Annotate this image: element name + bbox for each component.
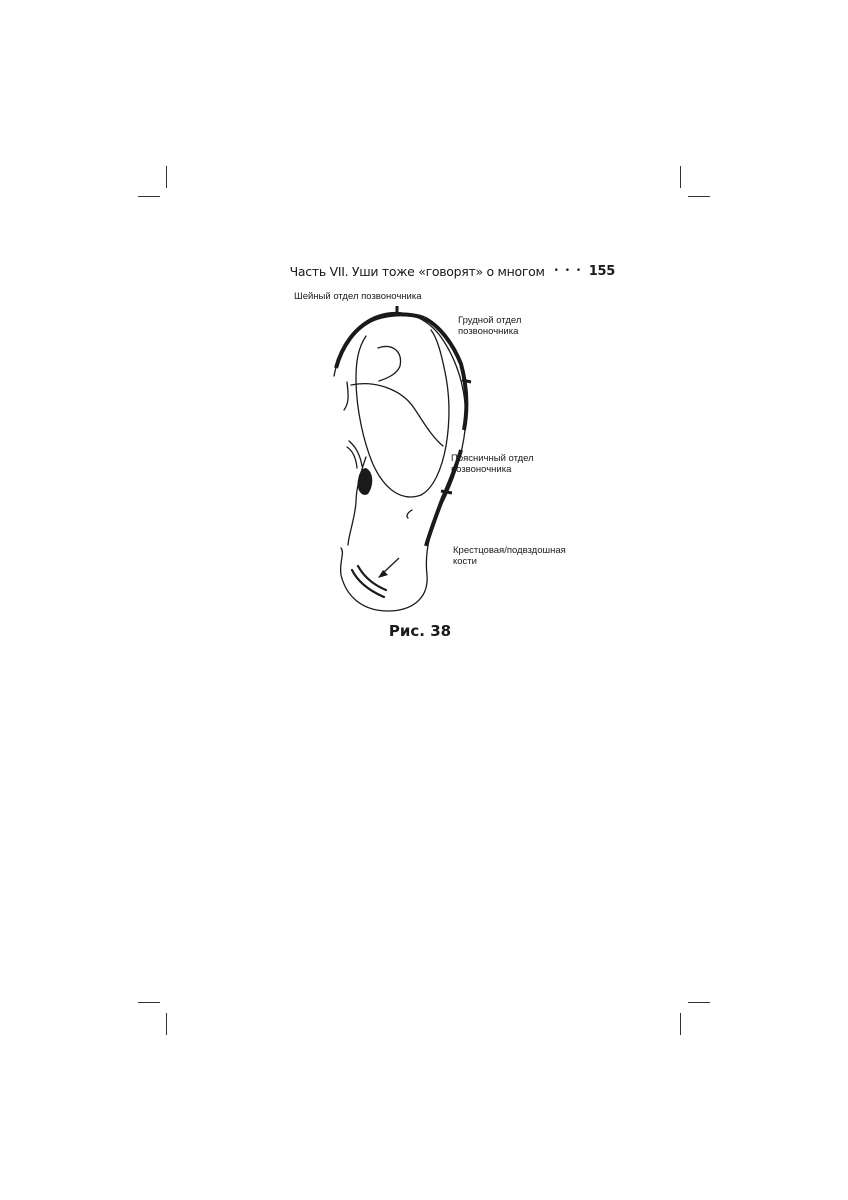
- cervical-zone: [336, 314, 424, 368]
- lobe-line: [352, 570, 384, 597]
- lobe-line: [358, 566, 386, 590]
- triangular-fossa: [378, 347, 400, 381]
- crus-line: [344, 382, 348, 410]
- figure-caption: Рис. 38: [388, 622, 452, 640]
- arrow-icon: [378, 570, 388, 578]
- label-cervical: Шейный отдел позвоночника: [294, 291, 422, 302]
- label-sacral: Крестцовая/подвздошная кости: [453, 545, 566, 567]
- lumbar-tick: [441, 491, 452, 493]
- concha-line: [351, 384, 443, 446]
- thoracic-tick: [462, 380, 471, 382]
- ear-canal: [358, 468, 373, 495]
- antitragus: [407, 510, 412, 518]
- bullet-separator: • • •: [553, 266, 583, 276]
- tragus-notch-2: [347, 447, 357, 468]
- chapter-title: Часть VII. Уши тоже «говорят» о многом: [289, 263, 545, 279]
- label-lumbar: Поясничный отдел позвоночника: [451, 453, 534, 475]
- label-thoracic: Грудной отдел позвоночника: [458, 315, 522, 337]
- page-number: 155: [588, 263, 615, 279]
